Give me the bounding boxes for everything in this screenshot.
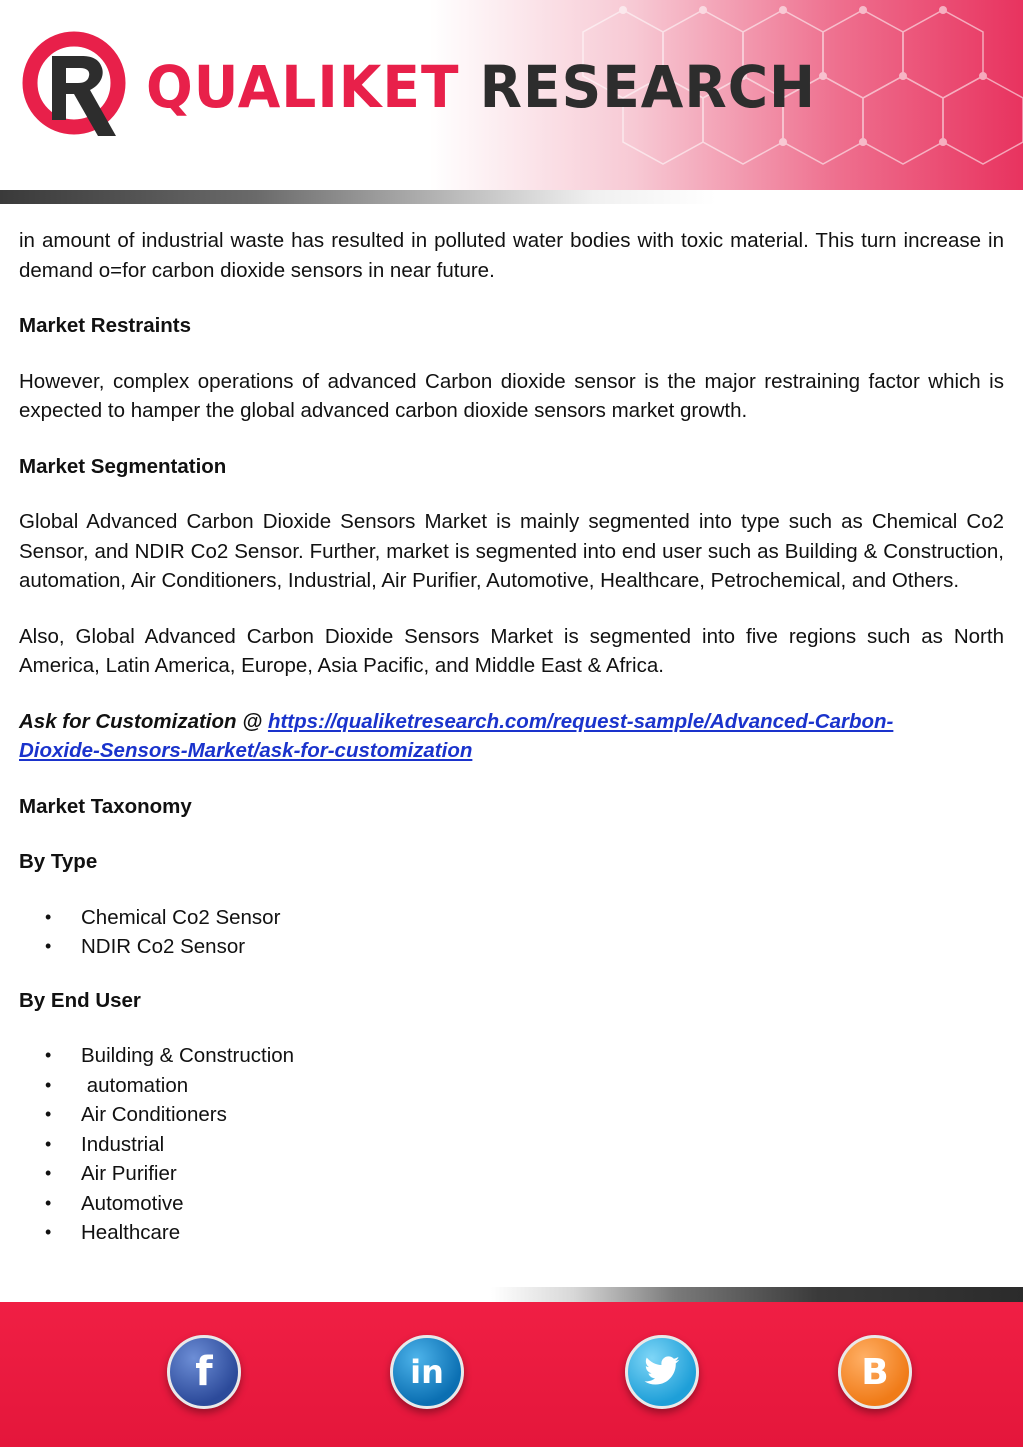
logo-word-research: RESEARCH — [479, 52, 817, 121]
restraints-heading: Market Restraints — [19, 314, 192, 337]
list-item: • Building & Construction — [19, 1041, 1004, 1071]
customization-link-line2: Dioxide-Sensors-Market/ask-for-customization — [19, 739, 473, 762]
ask-label: Ask for Customization @ — [19, 709, 268, 733]
list-item: • Air Conditioners — [19, 1100, 1004, 1130]
header-divider-stripe — [0, 190, 1023, 204]
regions-paragraph: Also, Global Advanced Carbon Dioxide Sensors Market is segmented into five regions such as North America, Latin America, Europe, Asia Pacific, and Middle East & Africa. — [19, 624, 1004, 677]
blogger-icon[interactable] — [838, 1335, 912, 1409]
qualiket-logo[interactable] — [22, 28, 816, 146]
list-item: • Industrial — [19, 1130, 1004, 1160]
twitter-bird-glyph — [643, 1356, 681, 1388]
page-header — [0, 0, 1023, 190]
logo-q-r-icon — [22, 28, 132, 146]
by-end-user-list — [19, 1041, 1004, 1248]
logo-word-qualiket: QUALIKET — [146, 52, 460, 121]
facebook-glyph: f — [195, 1349, 213, 1395]
customization-link-line1: https://qualiketresearch.com/request-sample/Advanced-Carbon- — [267, 709, 894, 733]
logo-wordmark — [146, 52, 817, 121]
list-item: • NDIR Co2 Sensor — [19, 932, 1004, 962]
list-item: • Air Purifier — [19, 1159, 1004, 1189]
list-item: • Healthcare — [19, 1218, 1004, 1248]
twitter-icon[interactable] — [625, 1335, 699, 1409]
taxonomy-heading: Market Taxonomy — [19, 794, 192, 818]
list-item: • Chemical Co2 Sensor — [19, 903, 1004, 933]
segmentation-heading: Market Segmentation — [19, 454, 227, 478]
linkedin-icon[interactable] — [390, 1335, 464, 1409]
ask-customization — [19, 707, 1004, 766]
restraints-paragraph: However, complex operations of advanced Carbon dioxide sensor is the major restraining factor which is expected to hamper the global advanced carbon dioxide sensors market growth. — [19, 369, 1004, 422]
facebook-icon[interactable] — [167, 1335, 241, 1409]
by-end-user-heading: By End User — [19, 988, 141, 1012]
intro-paragraph: in amount of industrial waste has resulted in polluted water bodies with toxic material. This turn increase in demand o=for carbon dioxide sensors in near future. — [19, 229, 1004, 282]
footer-divider-stripe — [0, 1287, 1023, 1302]
linkedin-glyph: in — [410, 1353, 444, 1391]
by-type-list — [19, 903, 1004, 962]
list-item: • Automotive — [19, 1189, 1004, 1219]
segmentation-paragraph: Global Advanced Carbon Dioxide Sensors Market is mainly segmented into type such as Chemical Co2 Sensor, and NDIR Co2 Sensor. Further, market is segmented into end user such as Building & Construction, automation, Air Conditioners, Industrial, Air Purifier, Automotive, Healthcare, Petrochemical, and Others. — [19, 510, 1004, 592]
by-type-heading: By Type — [19, 850, 98, 873]
blogger-glyph: B — [861, 1351, 889, 1393]
document-body — [19, 226, 1004, 1248]
list-item: • automation — [19, 1071, 1004, 1101]
